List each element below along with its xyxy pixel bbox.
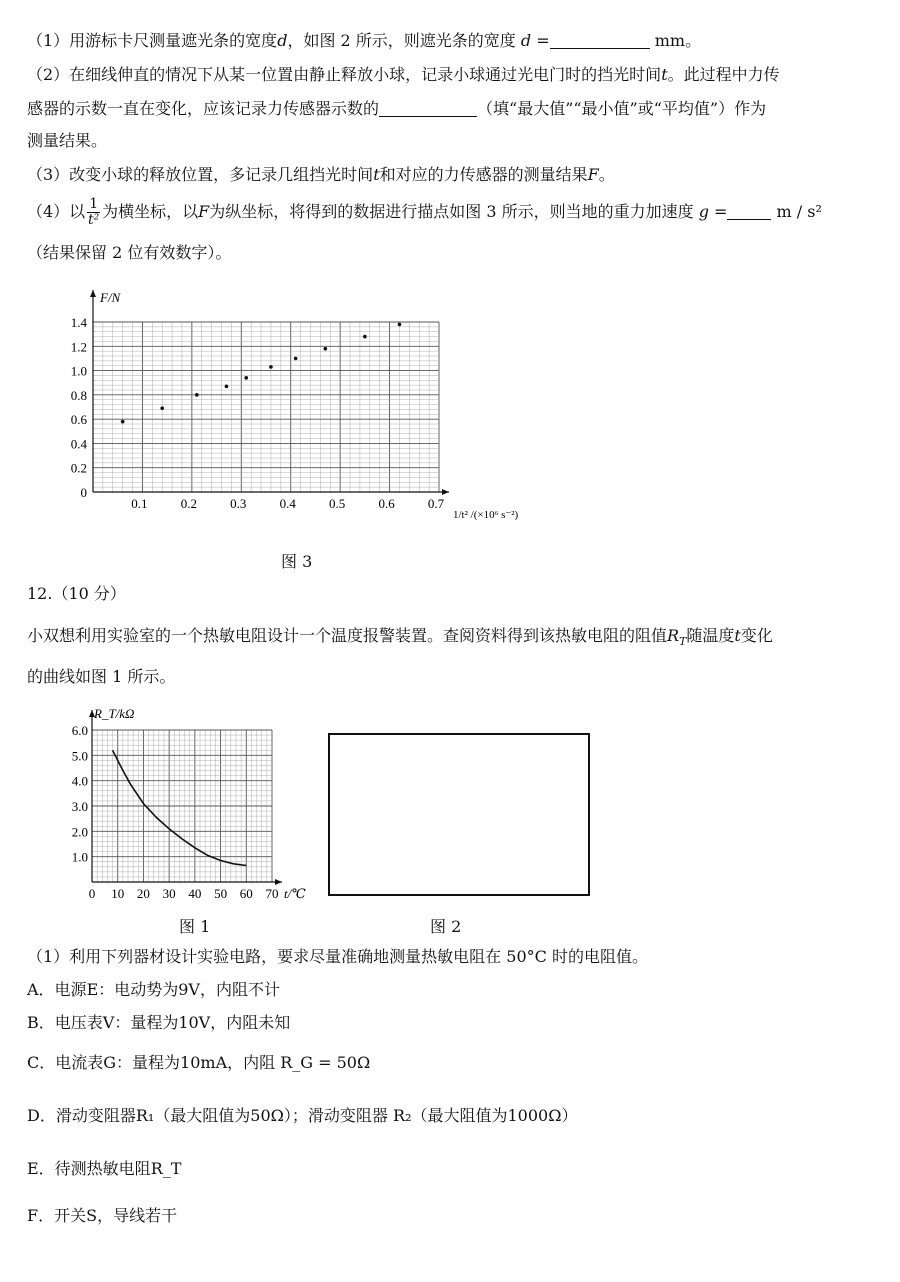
x-tick-label: 0 xyxy=(88,886,96,900)
var-F2: F xyxy=(198,202,210,221)
option-B-text: V：量程为10V，内阻未知 xyxy=(102,1013,291,1032)
data-point xyxy=(269,365,273,369)
data-point xyxy=(324,347,328,351)
q12-intro-text: 小双想利用实验室的一个热敏电阻设计一个温度报警装置。查阅资料得到该热敏电阻的阻值 xyxy=(27,626,668,645)
frac-num: 1 xyxy=(89,196,99,212)
eq-g: g = xyxy=(698,202,728,221)
q11-part2-line3 xyxy=(27,130,887,152)
q11-part4 xyxy=(27,196,887,228)
q11-part3 xyxy=(27,164,887,186)
q11-part3-text2: 和对应的力传感器的测量结果 xyxy=(379,165,588,184)
y-tick-label: 0.2 xyxy=(70,460,87,476)
y-tick-label: 0.4 xyxy=(70,436,87,452)
data-point xyxy=(195,393,199,397)
y-tick-label: 4.0 xyxy=(71,773,88,789)
x-tick-label: 50 xyxy=(214,886,228,900)
y-axis-arrow xyxy=(90,290,96,297)
q11-part2-text: （2）在细线伸直的情况下从某一位置由静止释放小球，记录小球通过光电门时的挡光时间 xyxy=(27,65,662,84)
fig3-caption: 图 3 xyxy=(281,552,313,571)
x-axis-title: 1/t² /(×10⁶ s⁻²) xyxy=(453,509,519,521)
x-tick-label: 10 xyxy=(111,886,125,900)
fig2-caption: 图 2 xyxy=(430,917,462,936)
option-B-label: B．电压表 xyxy=(27,1013,103,1032)
figure-2-circuit-box[interactable] xyxy=(328,733,590,896)
figure-3-scatter-chart xyxy=(55,282,555,532)
option-E xyxy=(27,1158,887,1180)
answer-blank-max[interactable] xyxy=(379,100,477,117)
x-axis-arrow xyxy=(442,489,449,495)
y-tick-label: 1.4 xyxy=(70,315,87,330)
figure-1-resistance-curve xyxy=(60,700,320,900)
var-t: t xyxy=(661,65,668,84)
option-F-text: S，导线若干 xyxy=(86,1206,178,1225)
var-d: d xyxy=(277,31,288,50)
q12-intro-line1 xyxy=(27,625,887,653)
q11-part2-text3: 感器的示数一直在变化，应该记录力传感器示数的 xyxy=(27,99,380,118)
q11-part4-text: （4）以 xyxy=(27,202,86,221)
y-tick-label: 1.0 xyxy=(70,363,87,379)
option-E-text: R_T xyxy=(150,1159,182,1178)
x-tick-label: 0.7 xyxy=(427,496,445,511)
option-A xyxy=(27,979,887,1001)
x-tick-label: 0.5 xyxy=(329,496,346,511)
option-C xyxy=(27,1052,887,1074)
data-point xyxy=(225,385,229,389)
q11-part2-line2 xyxy=(27,98,887,120)
y-tick-label: 3.0 xyxy=(71,799,88,814)
option-C-label: C．电流表 xyxy=(27,1053,104,1072)
data-point xyxy=(294,357,298,361)
var-t3: t xyxy=(734,626,741,645)
option-C-text: G：量程为10mA，内阻 R_G = 50Ω xyxy=(103,1053,371,1072)
q11-part4-text3: 为纵坐标，将得到的数据进行描点如图 3 所示，则当地的重力加速度 xyxy=(209,202,694,221)
var-t2: t xyxy=(373,165,380,184)
y-tick-label: 1.0 xyxy=(71,849,88,865)
unit-ms2: m / s² xyxy=(776,202,822,221)
data-point xyxy=(398,323,402,327)
q11-part4-note xyxy=(27,242,887,264)
y-tick-label: 0.6 xyxy=(70,412,87,428)
unit-mm: mm。 xyxy=(654,31,702,50)
x-tick-label: 0.1 xyxy=(131,496,148,511)
x-tick-label: 0.2 xyxy=(180,496,197,511)
eq-d: d = xyxy=(520,31,550,50)
q11-part1 xyxy=(27,30,887,52)
data-point xyxy=(121,420,125,424)
x-tick-label: 70 xyxy=(265,886,279,900)
x-axis-title: t/℃ xyxy=(284,886,306,900)
var-RT: R xyxy=(667,626,680,645)
plot-area xyxy=(72,706,306,900)
y-tick-label: 6.0 xyxy=(71,723,88,738)
q12-heading: 12.（10 分） xyxy=(27,584,126,603)
option-D xyxy=(27,1105,887,1127)
q11-part2-line1 xyxy=(27,64,887,86)
fraction-1-over-t2 xyxy=(87,197,100,228)
x-tick-label: 0.6 xyxy=(378,496,395,511)
x-tick-label: 0.4 xyxy=(279,496,296,511)
q11-part1-text2: ，如图 2 所示，则遮光条的宽度 xyxy=(287,31,516,50)
y-tick-label: 2.0 xyxy=(71,824,88,840)
plot-area xyxy=(71,290,519,521)
x-tick-label: 40 xyxy=(188,886,202,900)
x-tick-label: 20 xyxy=(136,886,150,900)
option-A-text: E：电动势为9V，内阻不计 xyxy=(86,980,280,999)
option-F xyxy=(27,1205,887,1227)
fig1-caption: 图 1 xyxy=(179,917,211,936)
option-F-label: F．开关 xyxy=(27,1206,87,1225)
option-D-text: R₁（最大阻值为50Ω）；滑动变阻器 R₂（最大阻值为1000Ω） xyxy=(135,1106,578,1125)
data-point xyxy=(244,376,248,380)
x-axis-arrow xyxy=(275,879,282,885)
y-axis-title: R_T/kΩ xyxy=(94,706,135,721)
q11-part1-text: （1）用游标卡尺测量遮光条的宽度 xyxy=(27,31,278,50)
y-axis-title: F/N xyxy=(100,290,121,305)
q11-part3-text: （3）改变小球的释放位置，多记录几组挡光时间 xyxy=(27,165,374,184)
answer-blank-d[interactable] xyxy=(550,32,650,49)
q11-part2-text5: 测量结果。 xyxy=(27,131,108,150)
x-tick-label: 60 xyxy=(239,886,253,900)
q12-intro-line2: 的曲线如图 1 所示。 xyxy=(27,667,176,686)
x-tick-label: 30 xyxy=(162,886,176,900)
option-D-label: D．滑动变阻器 xyxy=(27,1106,136,1125)
q12-part1: （1）利用下列器材设计实验电路，要求尽量准确地测量热敏电阻在 50°C 时的电阻值。 xyxy=(27,947,648,966)
var-RT-sub: T xyxy=(679,635,687,649)
y-tick-label: 0 xyxy=(80,485,87,500)
y-tick-label: 0.8 xyxy=(70,387,87,403)
data-point xyxy=(160,406,164,410)
option-A-label: A．电源 xyxy=(27,980,87,999)
q12-intro-text3: 变化 xyxy=(740,626,773,645)
answer-blank-g[interactable] xyxy=(727,203,771,220)
q11-part3-text3: 。 xyxy=(598,165,615,184)
q11-part2-text2: 。此过程中力传 xyxy=(667,65,780,84)
y-tick-label: 1.2 xyxy=(70,339,87,355)
option-B xyxy=(27,1012,887,1034)
q11-part4-text4: （结果保留 2 位有效数字）。 xyxy=(27,243,232,262)
data-point xyxy=(363,335,367,339)
x-tick-label: 0.3 xyxy=(230,496,247,511)
q11-part2-text4: （填“最大值”“最小值”或“平均值”）作为 xyxy=(477,99,767,118)
q12-intro-text2: 随温度 xyxy=(686,626,735,645)
option-E-label: E．待测热敏电阻 xyxy=(27,1159,151,1178)
frac-den: t² xyxy=(88,212,100,228)
var-F: F xyxy=(587,165,599,184)
y-tick-label: 5.0 xyxy=(71,748,88,764)
q11-part4-text2: 为横坐标，以 xyxy=(102,202,199,221)
